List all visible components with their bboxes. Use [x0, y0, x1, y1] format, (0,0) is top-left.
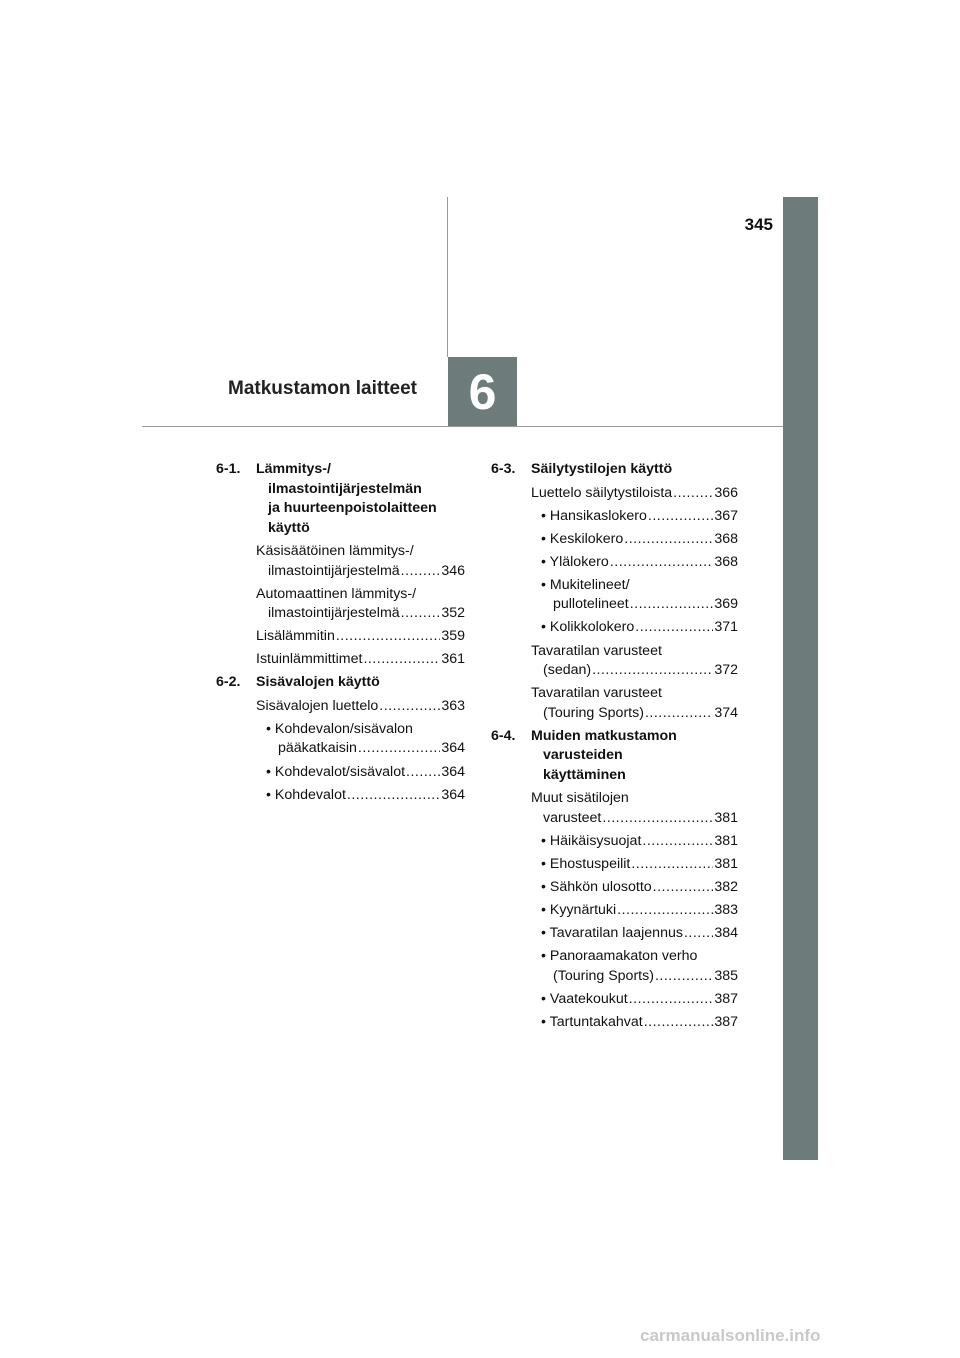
entry-label: • Mukitelineet/ [541, 576, 630, 593]
entry-label: • Kohdevalot [266, 786, 346, 803]
section-number: 6-1. [216, 461, 241, 477]
toc-entry[interactable] [216, 585, 465, 624]
entry-label: ilmastointijärjestelmä [268, 605, 400, 622]
section-title-line: Sisävalojen käyttö [256, 674, 380, 691]
section-title-line: ja huurteenpoistolaitteen [268, 500, 437, 516]
entry-label: Lisälämmitin [256, 628, 335, 645]
entry-label: varusteet [543, 809, 602, 826]
toc-entry[interactable] [491, 878, 738, 898]
section-title-line: ilmastointijärjestelmän [268, 480, 422, 497]
toc-entry[interactable] [491, 576, 738, 615]
horizontal-rule [142, 426, 783, 427]
entry-label: Käsisäätöinen lämmitys-/ [256, 543, 414, 559]
entry-page: 369 [714, 596, 738, 613]
toc-entry[interactable] [491, 484, 738, 504]
toc-entry[interactable] [491, 832, 738, 852]
entry-label: • Sähkön ulosotto [541, 879, 652, 896]
toc-column-right [491, 460, 738, 1036]
entry-label: • Tartuntakahvat [541, 1014, 643, 1030]
entry-label: (Touring Sports) [543, 704, 644, 721]
entry-label: • Kohdevalon/sisävalon [266, 720, 413, 737]
toc-entry[interactable] [491, 855, 738, 875]
entry-label: Istuinlämmittimet [256, 651, 363, 668]
entry-label: • Häikäisysuojat [541, 832, 642, 849]
toc-entry[interactable] [216, 697, 465, 717]
entry-label: • Hansikaslokero [541, 507, 647, 524]
toc-entry[interactable] [491, 507, 738, 527]
toc-entry[interactable] [491, 947, 738, 986]
entry-page: 366 [714, 484, 738, 501]
toc-entry[interactable] [491, 1013, 738, 1033]
toc-entry[interactable] [216, 627, 465, 647]
toc-entry[interactable] [216, 786, 465, 806]
entry-label: • Panoraamakaton verho [541, 948, 698, 965]
chapter-title: Matkustamon laitteet [228, 378, 417, 399]
entry-label: Sisävalojen luettelo [256, 697, 379, 714]
entry-page: 352 [441, 605, 465, 622]
entry-page: 364 [441, 763, 465, 780]
chapter-number-box [448, 357, 517, 426]
entry-page: 364 [441, 740, 465, 757]
entry-label: Luettelo säilytystiloista [531, 484, 673, 501]
entry-page: 381 [714, 832, 738, 849]
watermark: carmanualsonline.info [640, 1326, 821, 1345]
toc-entry[interactable] [216, 650, 465, 670]
entry-label: Tavaratilan varusteet [531, 642, 662, 659]
toc-entry[interactable] [216, 542, 465, 581]
toc-entry[interactable] [491, 618, 738, 638]
toc-entry[interactable] [491, 642, 738, 681]
section-title-line: varusteiden [543, 747, 623, 764]
toc-entry[interactable] [491, 901, 738, 921]
toc-entry[interactable] [491, 553, 738, 573]
entry-label: • Kohdevalot/sisävalot [266, 763, 406, 780]
section-heading-6-3 [491, 460, 738, 480]
entry-page: 381 [714, 855, 738, 872]
section-title-line: käyttö [268, 519, 310, 536]
toc-entry[interactable] [216, 720, 465, 759]
entry-page: 384 [714, 925, 738, 942]
toc-entry[interactable] [491, 530, 738, 550]
entry-label: Tavaratilan varusteet [531, 685, 662, 702]
entry-label: • Keskilokero [541, 530, 624, 547]
vertical-rule [447, 197, 448, 357]
entry-page: 361 [441, 651, 465, 668]
entry-page: 387 [714, 1014, 738, 1030]
section-title-line: Lämmitys-/ [256, 461, 331, 477]
entry-page: 368 [714, 530, 738, 547]
entry-page: 382 [714, 879, 738, 896]
entry-label: • Ylälokero [541, 553, 609, 570]
entry-label: • Tavaratilan laajennus [541, 925, 683, 942]
section-number: 6-4. [491, 727, 516, 744]
entry-page: 371 [714, 619, 738, 636]
entry-page: 346 [441, 562, 465, 579]
entry-label: (Touring Sports) [553, 967, 654, 984]
entry-page: 364 [441, 786, 465, 803]
entry-label: Muut sisätilojen [531, 790, 629, 807]
toc-entry[interactable] [491, 990, 738, 1010]
page-number: 345 [744, 215, 773, 234]
entry-page: 372 [714, 662, 738, 679]
entry-page: 363 [441, 697, 465, 714]
entry-page: 367 [714, 507, 738, 524]
section-heading-6-4 [491, 727, 738, 786]
toc-entry[interactable] [491, 789, 738, 828]
entry-page: 387 [714, 990, 738, 1007]
toc-entry[interactable] [491, 924, 738, 944]
section-number: 6-2. [216, 674, 241, 691]
toc-entry[interactable] [216, 763, 465, 783]
section-title-line: Säilytystilojen käyttö [531, 461, 673, 477]
entry-label: pääkatkaisin [278, 740, 357, 757]
chapter-number: 6 [468, 363, 497, 420]
section-title-line: Muiden matkustamon [531, 727, 677, 744]
entry-label: ilmastointijärjestelmä [268, 562, 400, 579]
section-heading-6-2 [216, 673, 465, 693]
entry-label: • Kolikkolokero [541, 619, 635, 636]
entry-label: Automaattinen lämmitys-/ [256, 585, 417, 602]
entry-label: (sedan) [543, 662, 592, 679]
toc-entry[interactable] [491, 684, 738, 723]
entry-label: • Vaatekoukut [541, 990, 628, 1007]
section-title-line: käyttäminen [543, 766, 626, 783]
section-number: 6-3. [491, 461, 516, 477]
entry-page: 368 [714, 553, 738, 570]
toc-column-left [216, 460, 465, 809]
entry-label: • Kyynärtuki [541, 902, 617, 919]
entry-page: 383 [714, 902, 738, 919]
entry-label: • Ehostuspeilit [541, 855, 631, 872]
entry-page: 359 [441, 628, 465, 645]
entry-page: 381 [714, 809, 738, 826]
entry-page: 385 [714, 967, 738, 984]
chapter-tab-strip [783, 197, 818, 1160]
entry-page: 374 [714, 704, 738, 721]
entry-label: pullotelineet [553, 596, 629, 613]
section-heading-6-1 [216, 460, 465, 538]
